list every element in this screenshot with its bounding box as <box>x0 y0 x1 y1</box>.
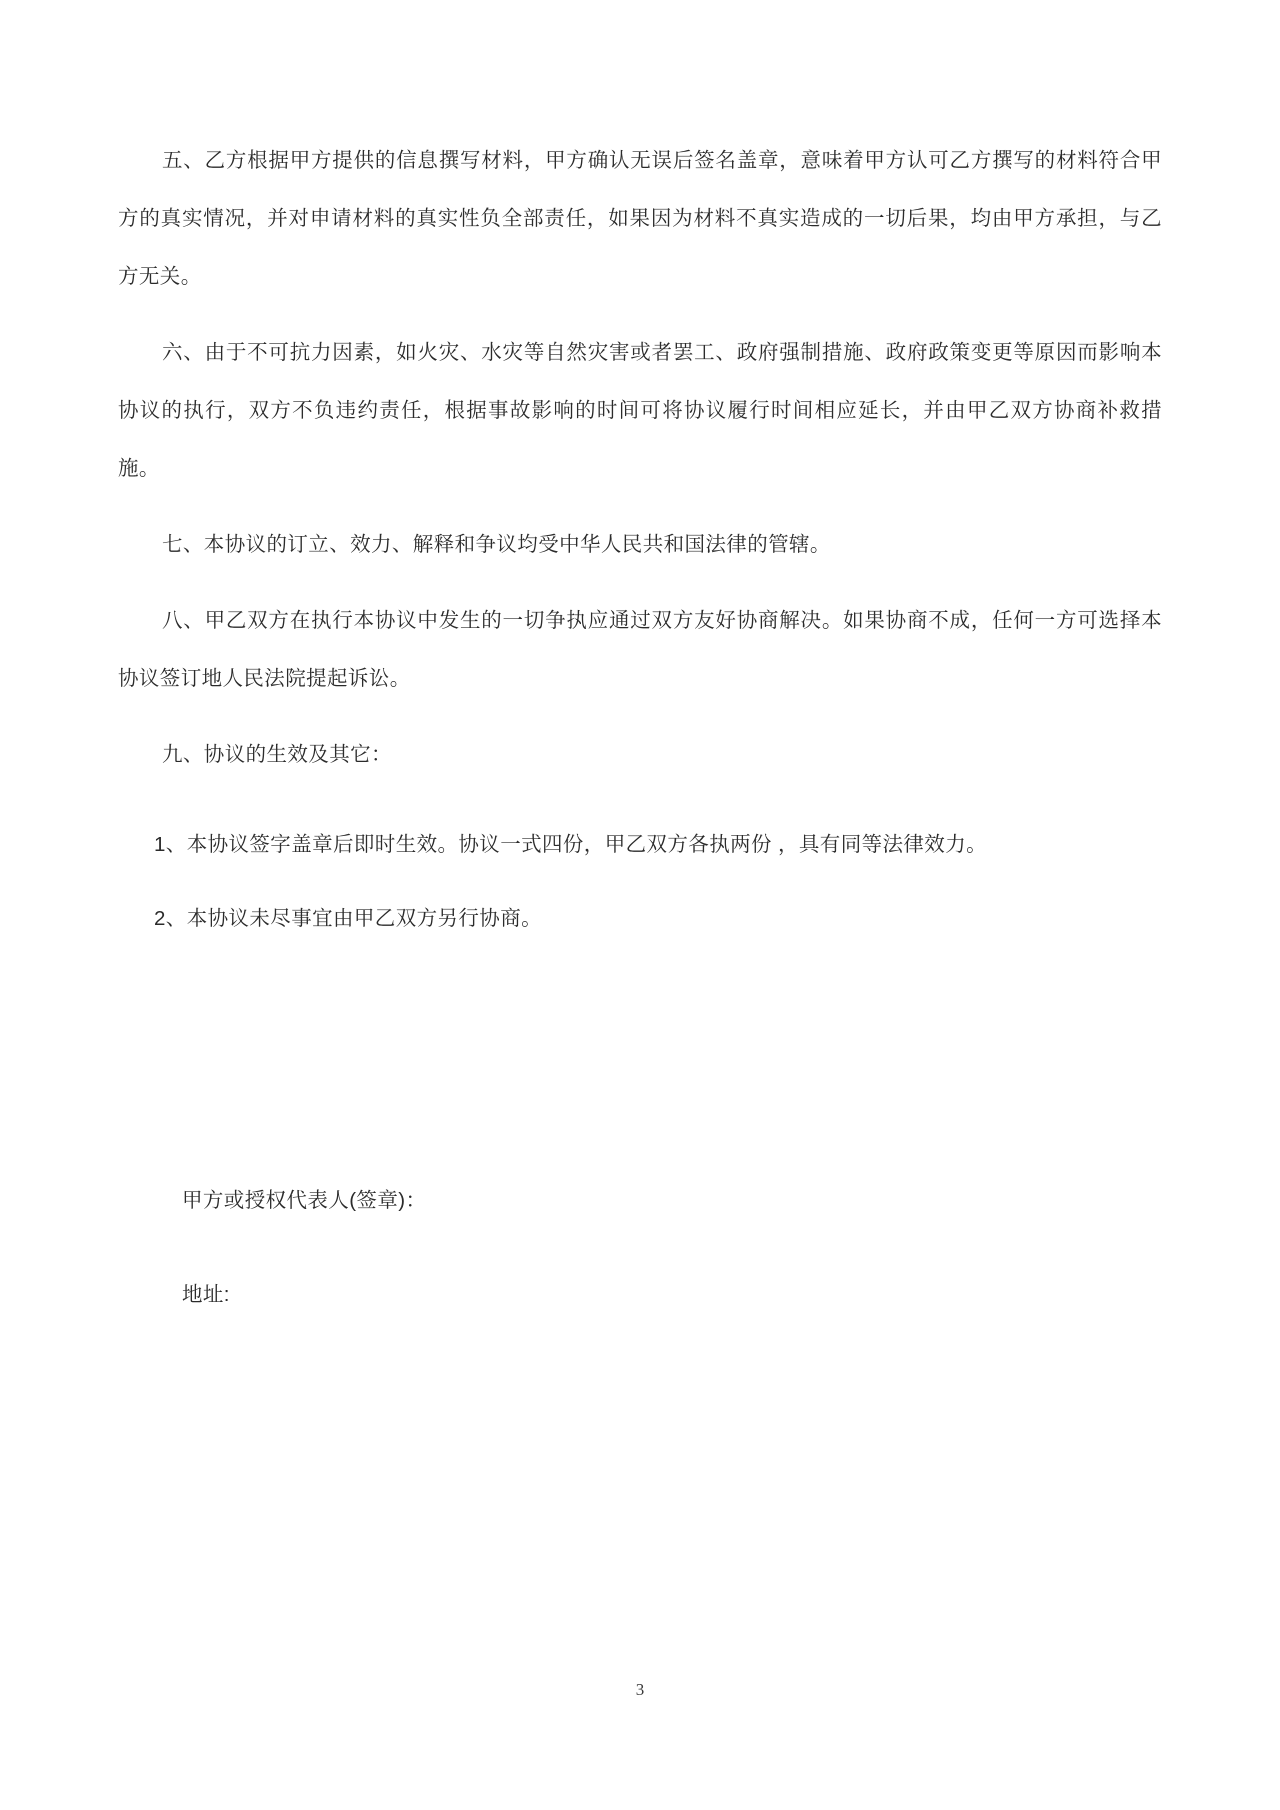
paragraph-spacer <box>118 576 1162 592</box>
address-label: 地址: <box>182 1283 230 1306</box>
paragraph-spacer <box>118 500 1162 516</box>
paragraph-spacer <box>118 786 1162 816</box>
paragraph-spacer <box>118 308 1162 324</box>
signature-spacer <box>118 1230 1162 1266</box>
sub-item-1: 1、本协议签字盖章后即时生效。协议一式四份，甲乙双方各执两份 ，具有同等法律效力。 <box>154 833 987 856</box>
sub-item-2: 2、本协议未尽事宜由甲乙双方另行协商。 <box>154 907 542 930</box>
document-body <box>118 132 1162 948</box>
clause-paragraph-7: 七、本协议的订立、效力、解释和争议均受中华人民共和国法律的管辖。 <box>162 533 831 556</box>
page-number: 3 <box>635 1680 645 1699</box>
signature-block <box>118 1172 1162 1324</box>
paragraph-spacer <box>118 874 1162 890</box>
party-a-signature-label: 甲方或授权代表人(签章)： <box>182 1189 427 1212</box>
clause-paragraph-8: 八、甲乙双方在执行本协议中发生的一切争执应通过双方友好协商解决。如果协商不成，任何一方可选择本协议签订地人民法院提起诉讼。 <box>118 609 1162 690</box>
clause-paragraph-5: 五、乙方根据甲方提供的信息撰写材料，甲方确认无误后签名盖章，意味着甲方认可乙方撰写的材料符合甲方的真实情况，并对申请材料的真实性负全部责任，如果因为材料不真实造成的一切后果，均由甲方承担，与乙方无关。 <box>118 149 1162 288</box>
clause-paragraph-6: 六、由于不可抗力因素，如火灾、水灾等自然灾害或者罢工、政府强制措施、政府政策变更等原因而影响本协议的执行，双方不负违约责任，根据事故影响的时间可将协议履行时间相应延长，并由甲乙双方协商补救措施。 <box>118 341 1162 480</box>
paragraph-spacer <box>118 710 1162 726</box>
page-content <box>118 0 1162 1810</box>
clause-paragraph-9: 九、协议的生效及其它： <box>162 743 392 766</box>
